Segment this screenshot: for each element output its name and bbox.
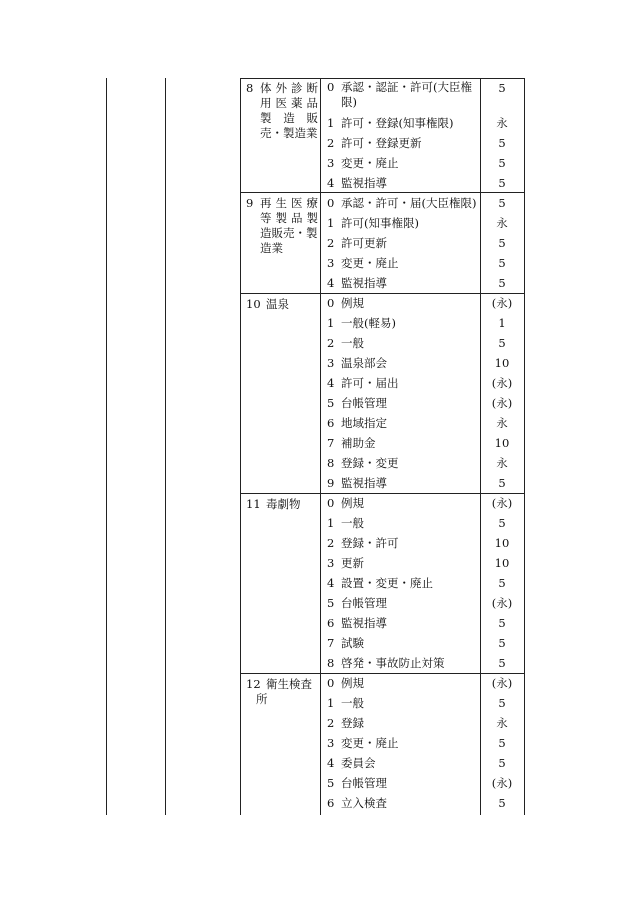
- item-label: 5 台帳管理: [327, 776, 387, 790]
- table-row: [0, 353, 630, 373]
- item-label: 4 委員会: [327, 756, 376, 770]
- retention-period: 5: [498, 656, 506, 670]
- category-title-line: 用医薬品: [260, 96, 318, 110]
- retention-period: 10: [494, 356, 510, 370]
- item-label: 3 変更・廃止: [327, 256, 399, 270]
- item-label: 2 一般: [327, 336, 364, 350]
- retention-period: (永): [491, 496, 513, 510]
- category-title-line: 所: [256, 692, 268, 706]
- table-row: [0, 233, 630, 253]
- retention-period: 10: [494, 436, 510, 450]
- table-row: [0, 113, 630, 133]
- retention-period: 5: [498, 756, 506, 770]
- table-row: [0, 793, 630, 813]
- retention-period: 5: [498, 336, 506, 350]
- table-row: [0, 753, 630, 773]
- retention-period: (永): [491, 396, 513, 410]
- item-label: 4 設置・変更・廃止: [327, 576, 433, 590]
- item-label: 2 許可更新: [327, 236, 387, 250]
- retention-period: 5: [498, 81, 506, 95]
- retention-period: 5: [498, 696, 506, 710]
- item-label: 6 監視指導: [327, 616, 387, 630]
- category-number: 12: [246, 677, 261, 691]
- retention-period: (永): [491, 296, 513, 310]
- item-label: 1 許可・登録(知事権限): [327, 116, 454, 130]
- retention-period: 5: [498, 616, 506, 630]
- table-row: [0, 453, 630, 473]
- retention-period: 5: [498, 176, 506, 190]
- category-title-line: 衛生検査: [266, 677, 312, 691]
- item-label: 1 一般(軽易): [327, 316, 396, 330]
- item-label: 8 登録・変更: [327, 456, 399, 470]
- table-row: [0, 713, 630, 733]
- table-row: [0, 253, 630, 273]
- retention-period: 5: [498, 196, 506, 210]
- item-label: 5 台帳管理: [327, 596, 387, 610]
- table-row: [0, 533, 630, 553]
- category-title-line: 毒劇物: [266, 497, 301, 511]
- item-label: 3 温泉部会: [327, 356, 387, 370]
- category-title-line: 造業: [260, 241, 283, 255]
- item-label: 7 試験: [327, 636, 364, 650]
- table-row: [0, 313, 630, 333]
- table-row: [0, 133, 630, 153]
- retention-period: (永): [491, 676, 513, 690]
- item-label: 3 更新: [327, 556, 364, 570]
- retention-period: 1: [498, 316, 506, 330]
- table-row: [0, 433, 630, 453]
- item-label: 4 監視指導: [327, 276, 387, 290]
- item-label: 4 許可・届出: [327, 376, 399, 390]
- retention-period: 10: [494, 536, 510, 550]
- item-label: 2 許可・登録更新: [327, 136, 422, 150]
- retention-period: 5: [498, 256, 506, 270]
- table-row: [0, 393, 630, 413]
- retention-period: 5: [498, 156, 506, 170]
- item-label: 2 登録: [327, 716, 364, 730]
- retention-period: 5: [498, 276, 506, 290]
- item-label: 1 一般: [327, 516, 364, 530]
- retention-period: 永: [496, 716, 508, 730]
- item-label: 0 例規: [327, 296, 364, 310]
- table-row: [0, 473, 630, 493]
- table-row: [0, 593, 630, 613]
- table-row: [0, 673, 630, 693]
- item-label: 6 立入検査: [327, 796, 387, 810]
- category-title-line: 体外診断: [260, 81, 318, 95]
- retention-period: 10: [494, 556, 510, 570]
- category-number: 9: [246, 196, 254, 210]
- item-label: 4 監視指導: [327, 176, 387, 190]
- table-row: [0, 773, 630, 793]
- table-row: [0, 413, 630, 433]
- table-row: [0, 693, 630, 713]
- item-label: 0 例規: [327, 496, 364, 510]
- retention-period: 5: [498, 136, 506, 150]
- item-label: 3 変更・廃止: [327, 156, 399, 170]
- category-title-line: 売・製造業: [260, 126, 318, 140]
- item-label: 1 許可(知事権限): [327, 216, 419, 230]
- item-label: 0 例規: [327, 676, 364, 690]
- table-row: [0, 653, 630, 673]
- retention-period: 5: [498, 576, 506, 590]
- category-title-line: 再生医療: [260, 196, 318, 210]
- table-row: [0, 733, 630, 753]
- item-label: 0 承認・許可・届(大臣権限): [327, 196, 477, 210]
- retention-period: 永: [496, 116, 508, 130]
- retention-period: 5: [498, 236, 506, 250]
- retention-period: 5: [498, 736, 506, 750]
- retention-period: 永: [496, 216, 508, 230]
- table-row: [0, 173, 630, 193]
- category-title-line: 等製品製: [260, 211, 318, 225]
- retention-period: (永): [491, 596, 513, 610]
- table-row: [0, 273, 630, 293]
- category-title-line: 製造販: [260, 111, 318, 125]
- item-label: 6 地域指定: [327, 416, 387, 430]
- item-label: 3 変更・廃止: [327, 736, 399, 750]
- category-title-line: 造販売・製: [260, 226, 318, 240]
- item-label: 2 登録・許可: [327, 536, 399, 550]
- retention-period: 5: [498, 636, 506, 650]
- retention-period: 永: [496, 456, 508, 470]
- table-row: [0, 613, 630, 633]
- table-row: [0, 573, 630, 593]
- table-row: [0, 153, 630, 173]
- category-number: 11: [246, 497, 261, 511]
- item-label: 5 台帳管理: [327, 396, 387, 410]
- table-row: [0, 373, 630, 393]
- retention-period: (永): [491, 376, 513, 390]
- table-row: [0, 553, 630, 573]
- item-label: 8 啓発・事故防止対策: [327, 656, 445, 670]
- table-row: [0, 633, 630, 653]
- item-label: 0 承認・認証・許可(大臣権限): [327, 80, 472, 109]
- category-number: 8: [246, 81, 254, 95]
- retention-period: 5: [498, 476, 506, 490]
- category-number: 10: [246, 297, 261, 311]
- category-title-line: 温泉: [266, 297, 289, 311]
- retention-period: 永: [496, 416, 508, 430]
- table-row: [0, 493, 630, 513]
- table-row: [0, 193, 630, 213]
- table-row: [0, 293, 630, 313]
- retention-period: (永): [491, 776, 513, 790]
- item-label: 7 補助金: [327, 436, 376, 450]
- item-label: 9 監視指導: [327, 476, 387, 490]
- table-row: [0, 513, 630, 533]
- table-row: [0, 213, 630, 233]
- item-label: 1 一般: [327, 696, 364, 710]
- retention-period: 5: [498, 516, 506, 530]
- table-row: [0, 333, 630, 353]
- retention-period: 5: [498, 796, 506, 810]
